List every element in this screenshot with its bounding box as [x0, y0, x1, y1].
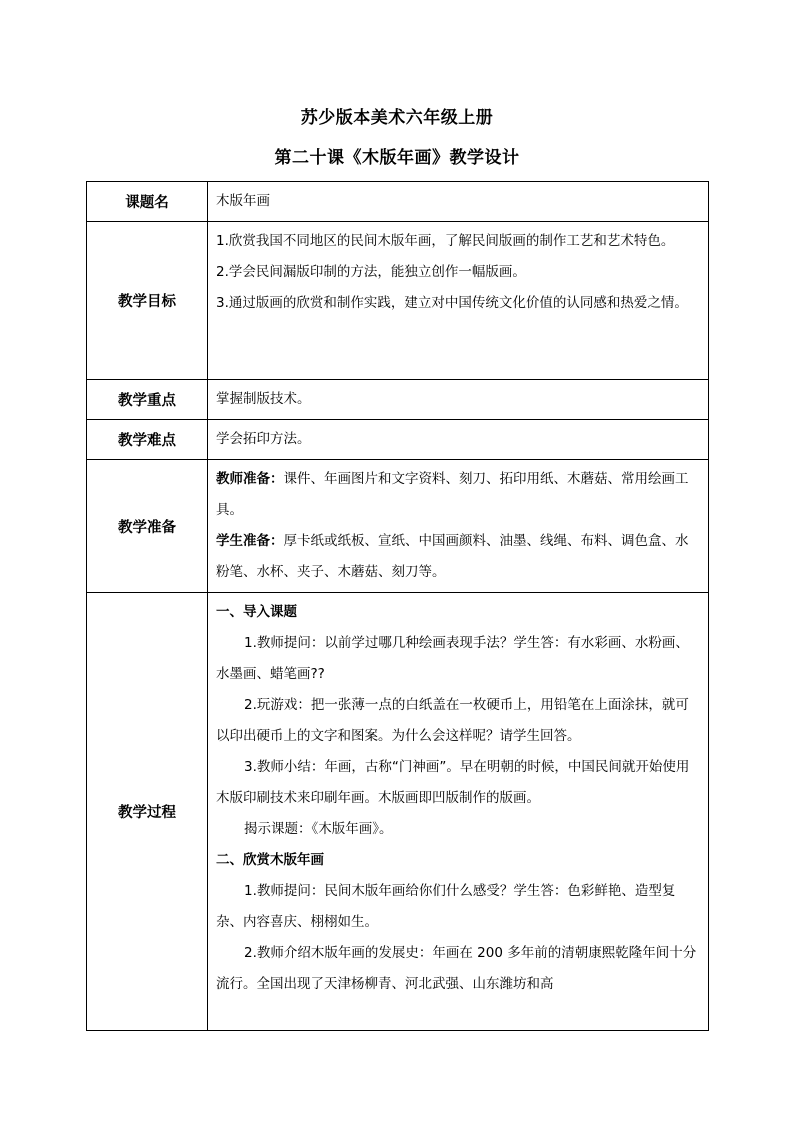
preparation-cell	[208, 460, 709, 593]
objective-item: 2.学会民间漏版印制的方法，能独立创作一幅版画。	[216, 264, 526, 280]
table-row-preparation	[87, 460, 709, 593]
process-paragraph: 1.教师提问：以前学过哪几种绘画表现手法？学生答：有水彩画、水粉画、水墨画、蜡笔画??	[216, 635, 689, 682]
table-row-process	[87, 593, 709, 1031]
student-preparation	[216, 526, 700, 588]
process-paragraph: 揭示课题：《木版年画》。	[244, 821, 393, 837]
table-row-objectives	[87, 222, 709, 380]
difficulties-cell	[208, 420, 709, 460]
objectives-label: 教学目标	[87, 222, 208, 380]
topic-value-cell	[208, 182, 709, 222]
topic-label: 课题名	[87, 182, 208, 222]
student-preparation-heading: 学生准备：	[216, 533, 284, 549]
document-title: 苏少版本美术六年级上册	[300, 108, 494, 128]
key-points-value: 掌握制版技术。	[216, 391, 311, 407]
process-paragraph: 3.教师小结：年画，古称“门神画”。早在明朝的时候，中国民间就开始使用木版印刷技术来印刷年画。木版画即凹版制作的版画。	[216, 759, 690, 806]
student-preparation-text: 厚卡纸或纸板、宣纸、中国画颜料、油墨、线绳、布料、调色盒、水粉笔、水杯、夹子、木蘑菇、刻刀等。	[216, 533, 689, 580]
objective-item: 1.欣赏我国不同地区的民间木版年画，了解民间版画的制作工艺和艺术特色。	[216, 233, 675, 249]
table-row-topic	[87, 182, 709, 222]
key-points-label: 教学重点	[87, 380, 208, 420]
table-row-key-points	[87, 380, 709, 420]
objectives-cell	[208, 222, 709, 380]
section-title: 一、导入课题	[216, 604, 297, 620]
table-row-difficulties	[87, 420, 709, 460]
key-points-cell	[208, 380, 709, 420]
teacher-preparation	[216, 464, 700, 526]
process-paragraph: 1.教师提问：民间木版年画给你们什么感受？学生答：色彩鲜艳、造型复杂、内容喜庆、栩栩如生。	[216, 883, 676, 930]
process-paragraph: 2.玩游戏：把一张薄一点的白纸盖在一枚硬币上，用铅笔在上面涂抹，就可以印出硬币上的文字和图案。为什么会这样呢？请学生回答。	[216, 697, 689, 744]
objective-item: 3.通过版画的欣赏和制作实践，建立对中国传统文化价值的认同感和热爱之情。	[216, 295, 688, 311]
teacher-preparation-text: 课件、年画图片和文字资料、刻刀、拓印用纸、木蘑菇、常用绘画工具。	[216, 471, 689, 518]
process-paragraph: 2.教师介绍木版年画的发展史：年画在 200 多年前的清朝康熙乾隆年间十分流行。全国出现了天津杨柳青、河北武强、山东潍坊和高	[216, 945, 697, 992]
document-subtitle: 第二十课《木版年画》教学设计	[274, 148, 520, 168]
lesson-plan-table	[86, 181, 709, 1031]
difficulties-value: 学会拓印方法。	[216, 431, 311, 447]
difficulties-label: 教学难点	[87, 420, 208, 460]
section-title: 二、欣赏木版年画	[216, 852, 324, 868]
topic-value: 木版年画	[216, 193, 270, 209]
teacher-preparation-heading: 教师准备：	[216, 471, 284, 487]
preparation-label: 教学准备	[87, 460, 208, 593]
process-label: 教学过程	[87, 593, 208, 1031]
process-cell	[208, 593, 709, 1031]
